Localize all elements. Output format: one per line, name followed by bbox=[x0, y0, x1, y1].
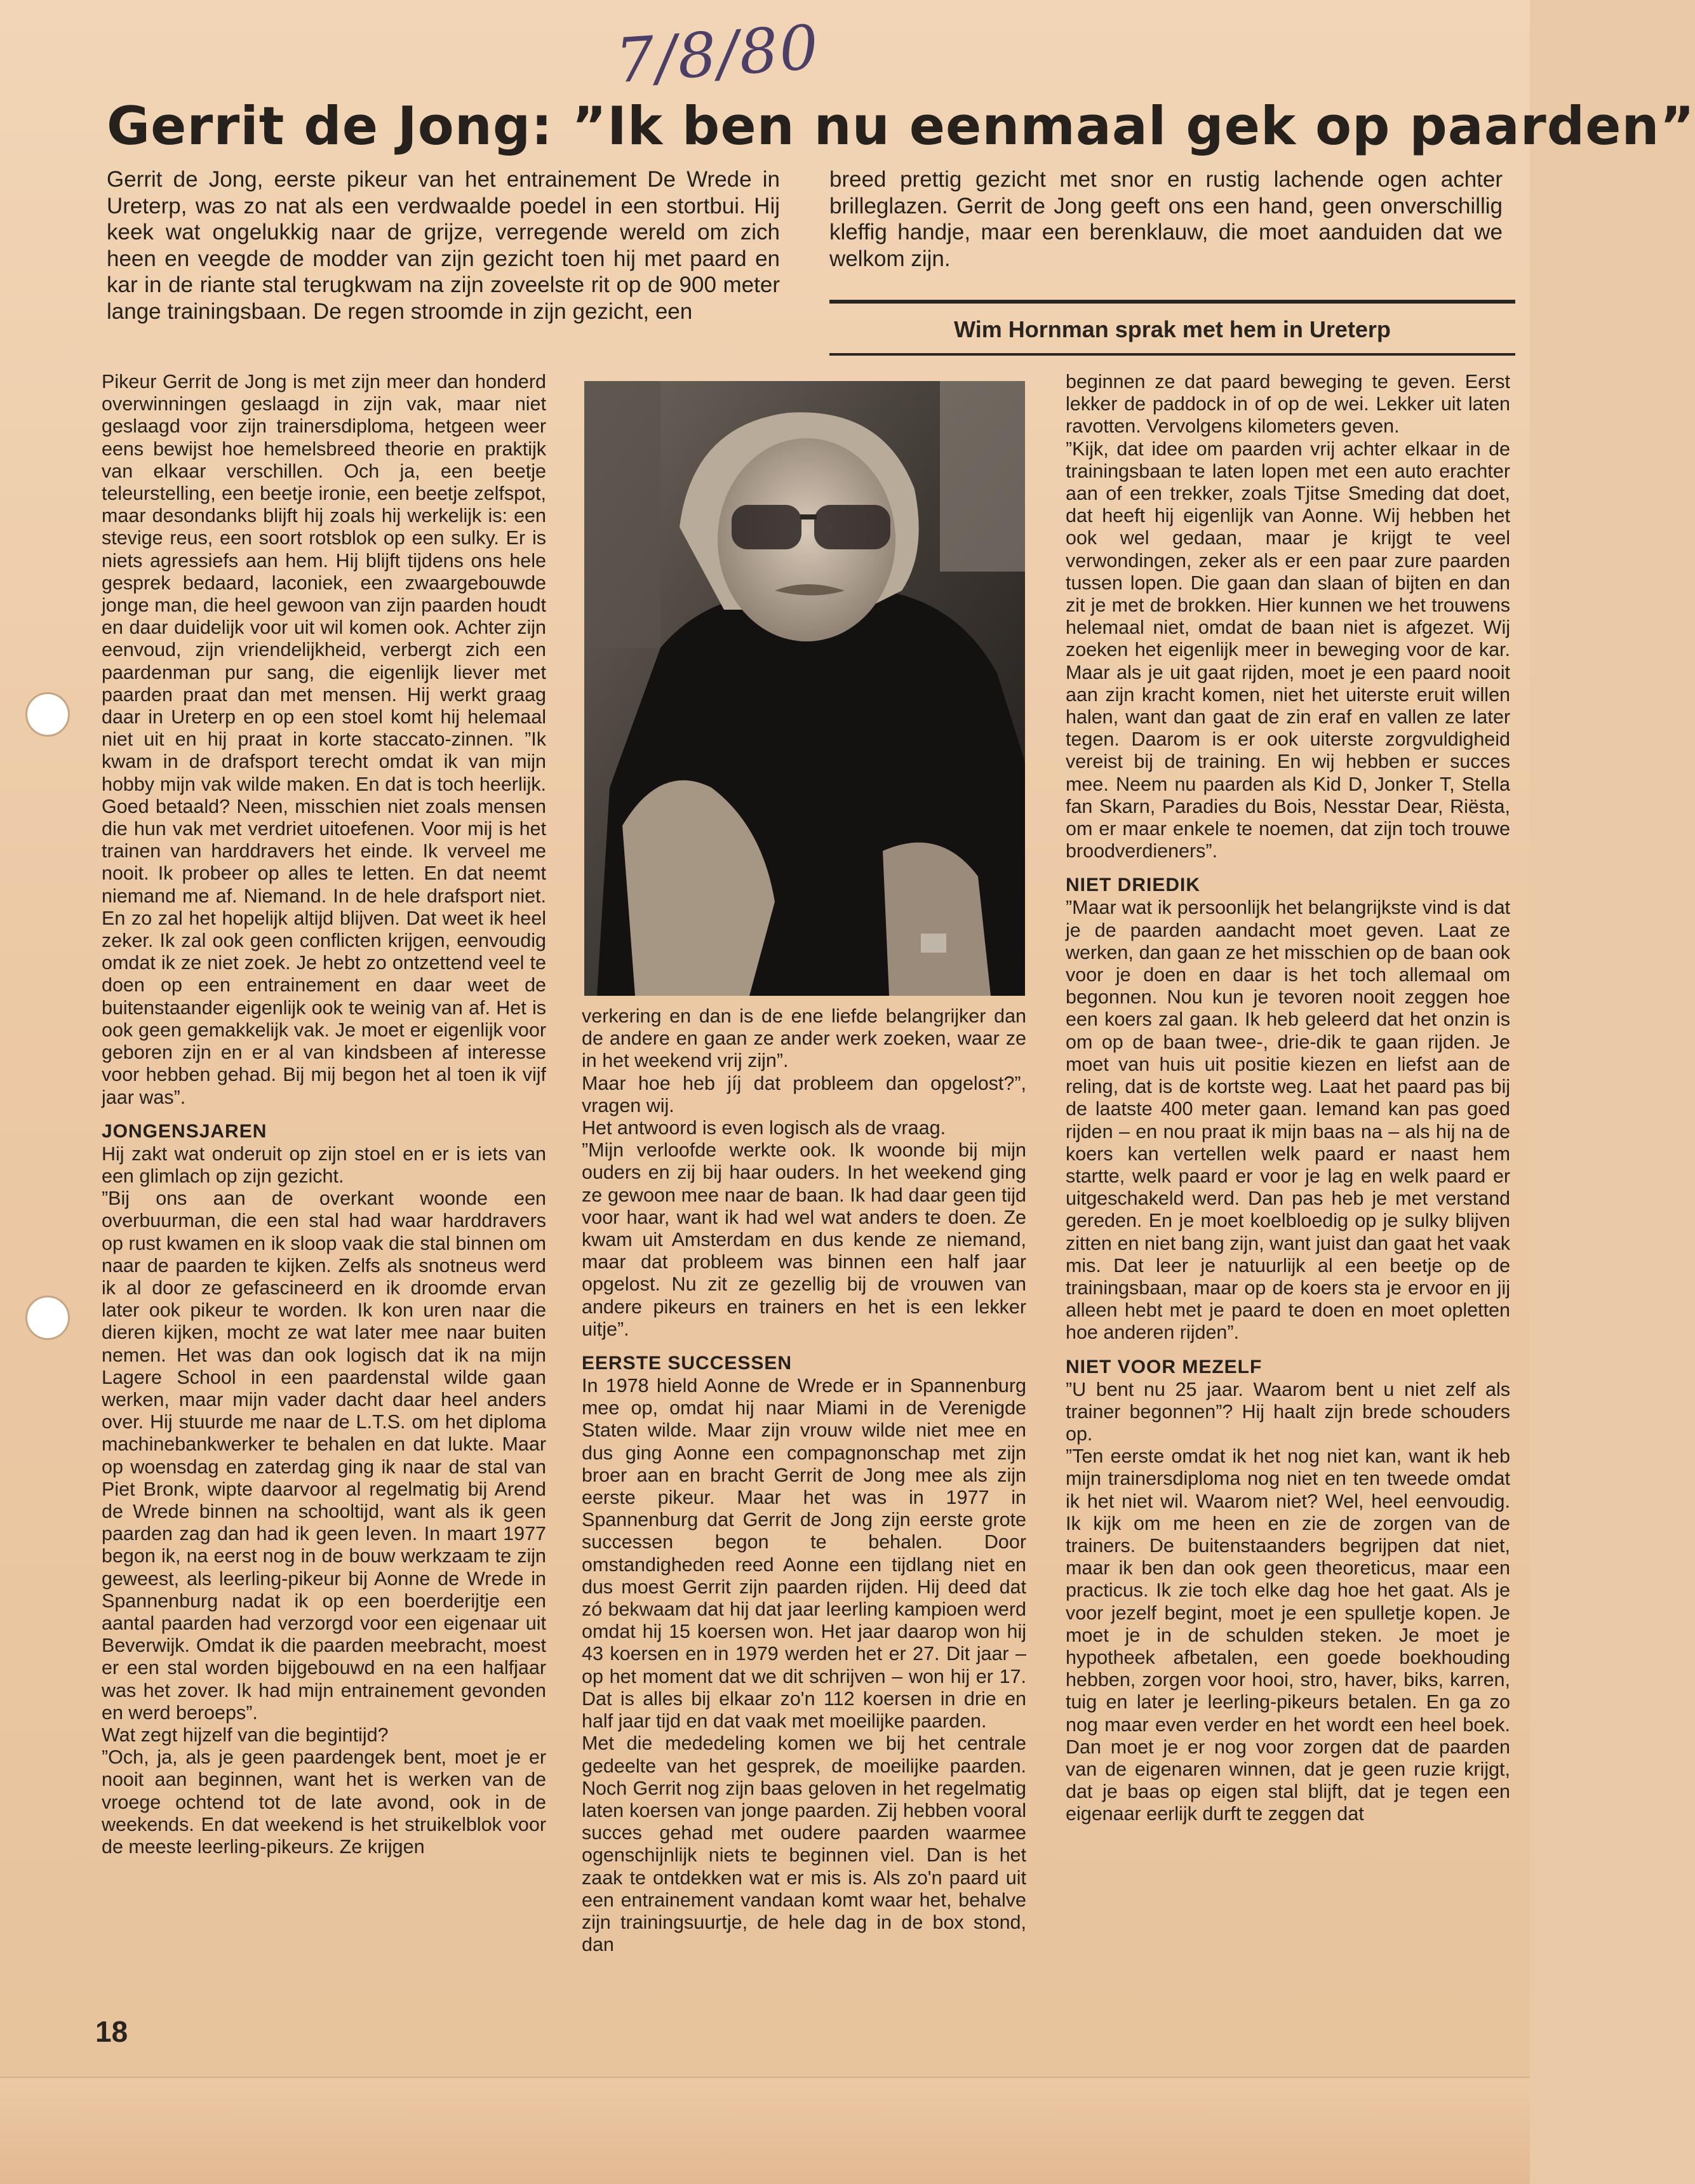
article-headline: Gerrit de Jong: ”Ik ben nu eenmaal gek op paarden” bbox=[107, 95, 1695, 157]
page-number: 18 bbox=[95, 2015, 128, 2048]
paragraph: Pikeur Gerrit de Jong is met zijn meer dan honderd overwinningen geslaagd in zijn vak, maar niet geslaagd voor zijn trainersdiploma, hetgeen weer eens bewijst hoe hemelsbreed theorie en praktijk van elkaar verschillen. Och ja, een beetje teleurstelling, een beetje ironie, een beetje zelfspot, maar desondanks blijft hij zoals hij werkelijk is: een stevige reus, een soort rotsblok op een sulky. Er is niets agressiefs aan hem. Hij blijft tijdens ons hele gesprek bedaard, laconiek, een zwaargebouwde jonge man, die heel gewoon van zijn paarden houdt en daar duidelijk voor uit wil komen ook. Achter zijn eenvoud, zijn vriendelijkheid, verbergt zich een paardenman pur sang, die eigenlijk liever met paarden praat dan met mensen. Hij werkt graag daar in Ureterp en op een stoel komt hij helemaal niet uit en hij praat in korte staccato-zinnen. ”Ik kwam in de drafsport terecht omdat ik van mijn hobby mijn vak wilde maken. En dat is toch heerlijk. Goed betaald? Neen, misschien niet zoals mensen die hun vak met verdriet uitoefenen. Voor mij is het trainen van harddravers het einde. Ik verveel me nooit. Ik probeer op alles te letten. En dat neemt niemand me af. Niemand. In de hele drafsport niet. En zo zal het hopelijk altijd blijven. Dat weet ik heel zeker. Ik zal ook geen conflicten krijgen, eenvoudig omdat ik ze niet zoek. Je hebt zo ontzettend veel te doen op een entrainement en daar weet de buitenstaander eigenlijk ook te weinig van af. Het is ook geen gemakkelijk vak. Je moet er eigenlijk voor geboren zijn en er al van kindsbeen af interesse voor hebben gehad. Bij mij begon het al toen ik vijf jaar was”. bbox=[102, 371, 546, 1108]
section-heading: EERSTE SUCCESSEN bbox=[582, 1353, 793, 1374]
paragraph: ”U bent nu 25 jaar. Waarom bent u niet zelf als trainer begonnen”? Hij haalt zijn brede schouders op. bbox=[1066, 1378, 1510, 1445]
byline-rule-top bbox=[829, 300, 1515, 304]
paragraph: Met die mededeling komen we bij het centrale gedeelte van het gesprek, de moeilijke paarden. Noch Gerrit nog zijn baas geloven in het regelmatig laten koersen van jonge paarden. Zij hebben vooral succes gehad met oudere paarden waarmee ogenschijnlijk niets te beginnen viel. Dan is het zaak te ontdekken wat er mis is. Als zo'n paard uit een entrainement vandaan komt waar het, behalve zijn trainingsuurtje, de hele dag in de box stond, dan bbox=[582, 1732, 1026, 1956]
paragraph: ”Och, ja, als je geen paardengek bent, moet je er nooit aan beginnen, want het is werken van de vroege ochtend tot de late avond, ook in de weekends. En dat weekend is het struikelblok voor de meeste leerling-pikeurs. Ze krijgen bbox=[102, 1746, 546, 1858]
byline: Wim Hornman sprak met hem in Ureterp bbox=[954, 316, 1391, 342]
section-heading: JONGENSJAREN bbox=[102, 1120, 267, 1142]
paragraph: ”Ten eerste omdat ik het nog niet kan, want ik heb mijn trainersdiploma nog niet en ten tweede omdat ik het niet wil. Waarom niet? Wel, heel eenvoudig. Ik kijk om me heen en zie de zorgen van de trainers. De buitenstaanders begrijpen dat niet, maar ik ben dan ook geen theoreticus, maar een practicus. Ik zie toch elke dag hoe het gaat. Als je voor jezelf begint, moet je een spulletje kopen. Je moet je in de schulden steken. Je moet je hypotheek afbetalen, een goede boekhouding hebben, zorgen voor hooi, stro, haver, biks, karren, tuig en later je leerling-pikeurs betalen. En ga zo nog maar even verder en het wordt een heel boek. Dan moet je er nog voor zorgen dat de paarden van de eigenaren winnen, dat je geen ruzie krijgt, dat je baas op eigen stal blijft, dat je tegen een eigenaar eerlijk durft te zeggen dat bbox=[1066, 1445, 1510, 1825]
paragraph: ”Mijn verloofde werkte ook. Ik woonde bij mijn ouders en zij bij haar ouders. In het weekend ging ze gewoon mee naar de baan. Ik had daar geen tijd voor haar, want ik had wel wat anders te doen. Ze kwam uit Amsterdam en dus kende ze niemand, maar dat probleem was binnen een half jaar opgelost. Nu zit ze gezellig bij de vrouwen van andere pikeurs en trainers en het is een lekker uitje”. bbox=[582, 1139, 1026, 1340]
section-heading: NIET DRIEDIK bbox=[1066, 874, 1201, 896]
paragraph: Wat zegt hijzelf van die begintijd? bbox=[102, 1724, 389, 1746]
punch-hole-lower bbox=[25, 1296, 70, 1340]
article-column-3 bbox=[1066, 371, 1510, 1826]
paragraph: Het antwoord is even logisch als de vraag. bbox=[582, 1117, 946, 1139]
article-column-2 bbox=[582, 1005, 1026, 1956]
paragraph: verkering en dan is de ene liefde belangrijker dan de andere en gaan ze ander werk zoeken, waar ze in het weekend vrij zijn”. bbox=[582, 1005, 1026, 1072]
intro-left: Gerrit de Jong, eerste pikeur van het entrainement De Wrede in Ureterp, was zo nat als een verdwaalde poedel in een stortbui. Hij keek wat ongelukkig naar de grijze, verregende wereld om zich heen en veegde de modder van zijn gezicht toen hij met paard en kar in de riante stal terugkwam na zijn zoveelste rit op de 900 meter lange trainingsbaan. De regen stroomde in zijn gezicht, een bbox=[107, 167, 780, 324]
paragraph: Hij zakt wat onderuit op zijn stoel en er is iets van een glimlach op zijn gezicht. bbox=[102, 1142, 546, 1187]
handwritten-date: 7/8/80 bbox=[613, 11, 822, 97]
section-heading: NIET VOOR MEZELF bbox=[1066, 1356, 1263, 1377]
paragraph: Maar hoe heb jíj dat probleem dan opgelost?”, vragen wij. bbox=[582, 1072, 1026, 1116]
portrait-photo bbox=[584, 381, 1025, 996]
paragraph: In 1978 hield Aonne de Wrede er in Spannenburg mee op, omdat hij naar Miami in de Verenigde Staten wilde. Maar zijn vrouw wilde niet mee en dus ging Aonne een compagnonschap met zijn broer aan en bracht Gerrit de Jong mee als zijn eerste pikeur. Maar het was in 1977 in Spannenburg dat Gerrit de Jong zijn eerste grote successen begon te behalen. Door omstandigheden reed Aonne een tijdlang niet en dus moest Gerrit zijn paarden rijden. Hij deed dat zó bekwaam dat hij dat jaar leerling kampioen werd omdat hij 15 koersen won. Het jaar daarop won hij 43 koersen en in 1979 werden het er 27. Dit jaar – op het moment dat we dit schrijven – won hij er 17. Dat is alles bij elkaar zo'n 112 koersen in drie en half jaar tijd en dat vaak met moeilijke paarden. bbox=[582, 1375, 1026, 1732]
paragraph: ”Bij ons aan de overkant woonde een overbuurman, die een stal had waar harddravers op rust kwamen en ik sloop vaak die stal binnen om naar de paarden te kijken. Zelfs als snotneus werd ik al door ze gefascineerd en ik droomde ervan later ook pikeur te worden. Ik kon uren naar die dieren kijken, mocht ze wat later mee naar buiten nemen. Het was dan ook logisch dat ik na mijn Lagere School in een paardenstal wilde gaan werken, maar mijn vader dacht daar heel anders over. Hij stuurde me naar de L.T.S. om het diploma machinebankwerker te behalen en dat lukte. Maar op woensdag en zaterdag ging ik naar de stal van Piet Bronk, wipte daarvoor al regelmatig bij Arend de Wrede binnen na schooltijd, want als ik geen paarden zag dan had ik geen leven. In maart 1977 begon ik, na eerst nog in de bouw werkzaam te zijn geweest, als leerling-pikeur bij Aonne de Wrede in Spannenburg nadat ik op een boerderijtje een aantal paarden had verzorgd voor een eigenaar uit Beverwijk. Omdat ik die paarden meebracht, moest er een stal worden bijgebouwd en na een halfjaar was het zover. Ik had mijn entrainement gevonden en werd beroeps”. bbox=[102, 1188, 546, 1724]
paragraph: ”Kijk, dat idee om paarden vrij achter elkaar in de trainingsbaan te laten lopen met een auto erachter aan of een trekker, zoals Tjitse Smeding dat doet, dat heeft hij eigenlijk van Aonne. Wij hebben het ook wel gedaan, maar je krijgt te veel verwondingen, zeker als er een paar zure paarden tussen lopen. Die gaan dan slaan of bijten en dan zit je met de brokken. Hier kunnen we het trouwens helemaal niet, omdat de baan niet is afgezet. Wij zoeken het eigenlijk meer in beweging voor de kar. Maar als je uit gaat rijden, moet je een paard nooit aan zijn kracht komen, niet het uiterste eruit willen halen, want dan gaat de zin eraf en vallen ze later tegen. Daarom is er ook uiterste zorgvuldigheid vereist bij de training. En wij hebben er succes mee. Neem nu paarden als Kid D, Jonker T, Stella fan Skarn, Paradies du Bois, Nesstar Dear, Riësta, om er maar enkele te noemen, dat zijn toch trouwe broodverdieners”. bbox=[1066, 438, 1510, 862]
paragraph: ”Maar wat ik persoonlijk het belangrijkste vind is dat je de paarden aandacht moet geven. Laat ze werken, dan gaan ze het misschien op de baan ook voor je doen en daar is het toch allemaal om begonnen. Nou kun je tevoren nooit zeggen hoe een koers zal gaan. Ik heb geleerd dat het onzin is om op de baan twee-, drie-dik te gaan rijden. Je moet van huis uit positie kiezen en liefst aan de reling, dat is de kortste weg. Laat het paard pas bij de laatste 400 meter gaan. Iemand kan pas goed rijden – en nou praat ik mijn baas na – als hij na de koers kan vertellen welk paard er naast hem startte, welk paard er voor je lag en welk paard er uitgeschakeld werd. Dan pas heb je met verstand gereden. En je moet koelbloedig op je sulky blijven zitten en niet bang zijn, want juist dan gaat het vaak mis. Dat leer je natuurlijk al een beetje op de trainingsbaan, maar op de koers sta je ervoor en jij alleen hebt met je paard te doen en moet opletten hoe anderen rijden”. bbox=[1066, 897, 1510, 1344]
portrait-illustration bbox=[584, 381, 1025, 996]
paragraph: beginnen ze dat paard beweging te geven. Eerst lekker de paddock in of op de wei. Lekker uit laten ravotten. Vervolgens kilometers geven. bbox=[1066, 371, 1510, 438]
intro-right: breed prettig gezicht met snor en rustig lachende ogen achter brilleglazen. Gerrit de Jong geeft ons een hand, geen onverschillig kleffig handje, maar een berenklauw, die moet aanduiden dat we welkom zijn. bbox=[829, 167, 1503, 271]
article-column-1 bbox=[102, 371, 546, 1858]
byline-rule-bottom bbox=[829, 353, 1515, 356]
page-bottom-edge bbox=[0, 2077, 1530, 2184]
punch-hole-upper bbox=[25, 692, 70, 737]
